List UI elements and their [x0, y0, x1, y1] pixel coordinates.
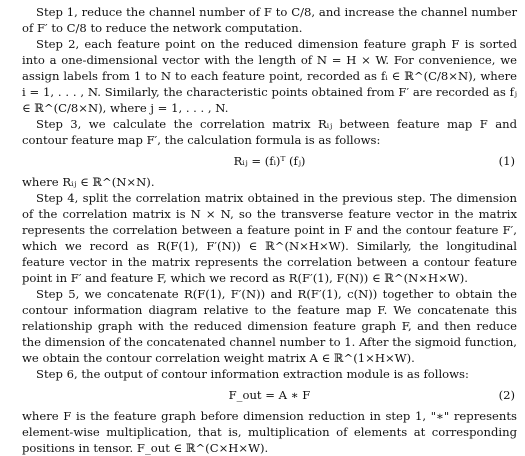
step-2-paragraph: Step 2, each feature point on the reduced dimension feature graph F is sorted into a one-dimensional vector with the length of N = H × W. For convenience, we assign labels from 1 to N to each feature point, recorded as fᵢ ∈ ℝ^(C/8×N), where i = 1, . . . , N. Similarly, the characteristic points obtained from F′ are recorded as fⱼ ∈ ℝ^(C/8×N), where j = 1, . . . , N.: [22, 37, 517, 115]
equation-1: [22, 149, 517, 173]
step-6-paragraph: Step 6, the output of contour information extraction module is as follows:: [36, 367, 469, 381]
equation-2-formula: F_out = A ∗ F: [228, 388, 311, 402]
equation-1-number: (1): [498, 154, 515, 168]
step-1-paragraph: Step 1, reduce the channel number of F to C/8, and increase the channel number of F′ to C/8 to reduce the network computation.: [22, 5, 517, 35]
after-equation-2: where F is the feature graph before dimension reduction in step 1, "∗" represents element-wise multiplication, that is, multiplication of elements at corresponding positions in tensor. F_out ∈ ℝ^(C×H×W).: [22, 409, 517, 455]
equation-2-number: (2): [498, 388, 515, 402]
after-equation-1: where Rᵢⱼ ∈ ℝ^(N×N).: [22, 175, 155, 189]
equation-1-formula: Rᵢⱼ = (fᵢ)ᵀ (fⱼ): [233, 154, 306, 168]
step-4-paragraph: Step 4, split the correlation matrix obtained in the previous step. The dimension of the correlation matrix is N × N, so the transverse feature vector in the matrix represents the correlation between a feature point in F and the contour feature F′, which we record as R(F(1), F′(N)) ∈ ℝ^(N×H×W). Similarly, the longitudinal feature vector in the matrix represents the correlation between a contour feature point in F′ and feature F, which we record as R(F′(1), F(N)) ∈ ℝ^(N×H×W).: [22, 191, 517, 285]
step-3-paragraph: Step 3, we calculate the correlation matrix Rᵢⱼ between feature map F and contour feature map F′, the calculation formula is as follows:: [22, 117, 517, 147]
equation-2: [22, 383, 517, 407]
step-5-paragraph: Step 5, we concatenate R(F(1), F′(N)) and R(F′(1), c(N)) together to obtain the contour information diagram relative to the feature map F. We concatenate this relationship graph with the reduced dimension feature graph F, and then reduce the dimension of the concatenated channel number to 1. After the sigmoid function, we obtain the contour correlation weight matrix A ∈ ℝ^(1×H×W).: [22, 287, 517, 365]
